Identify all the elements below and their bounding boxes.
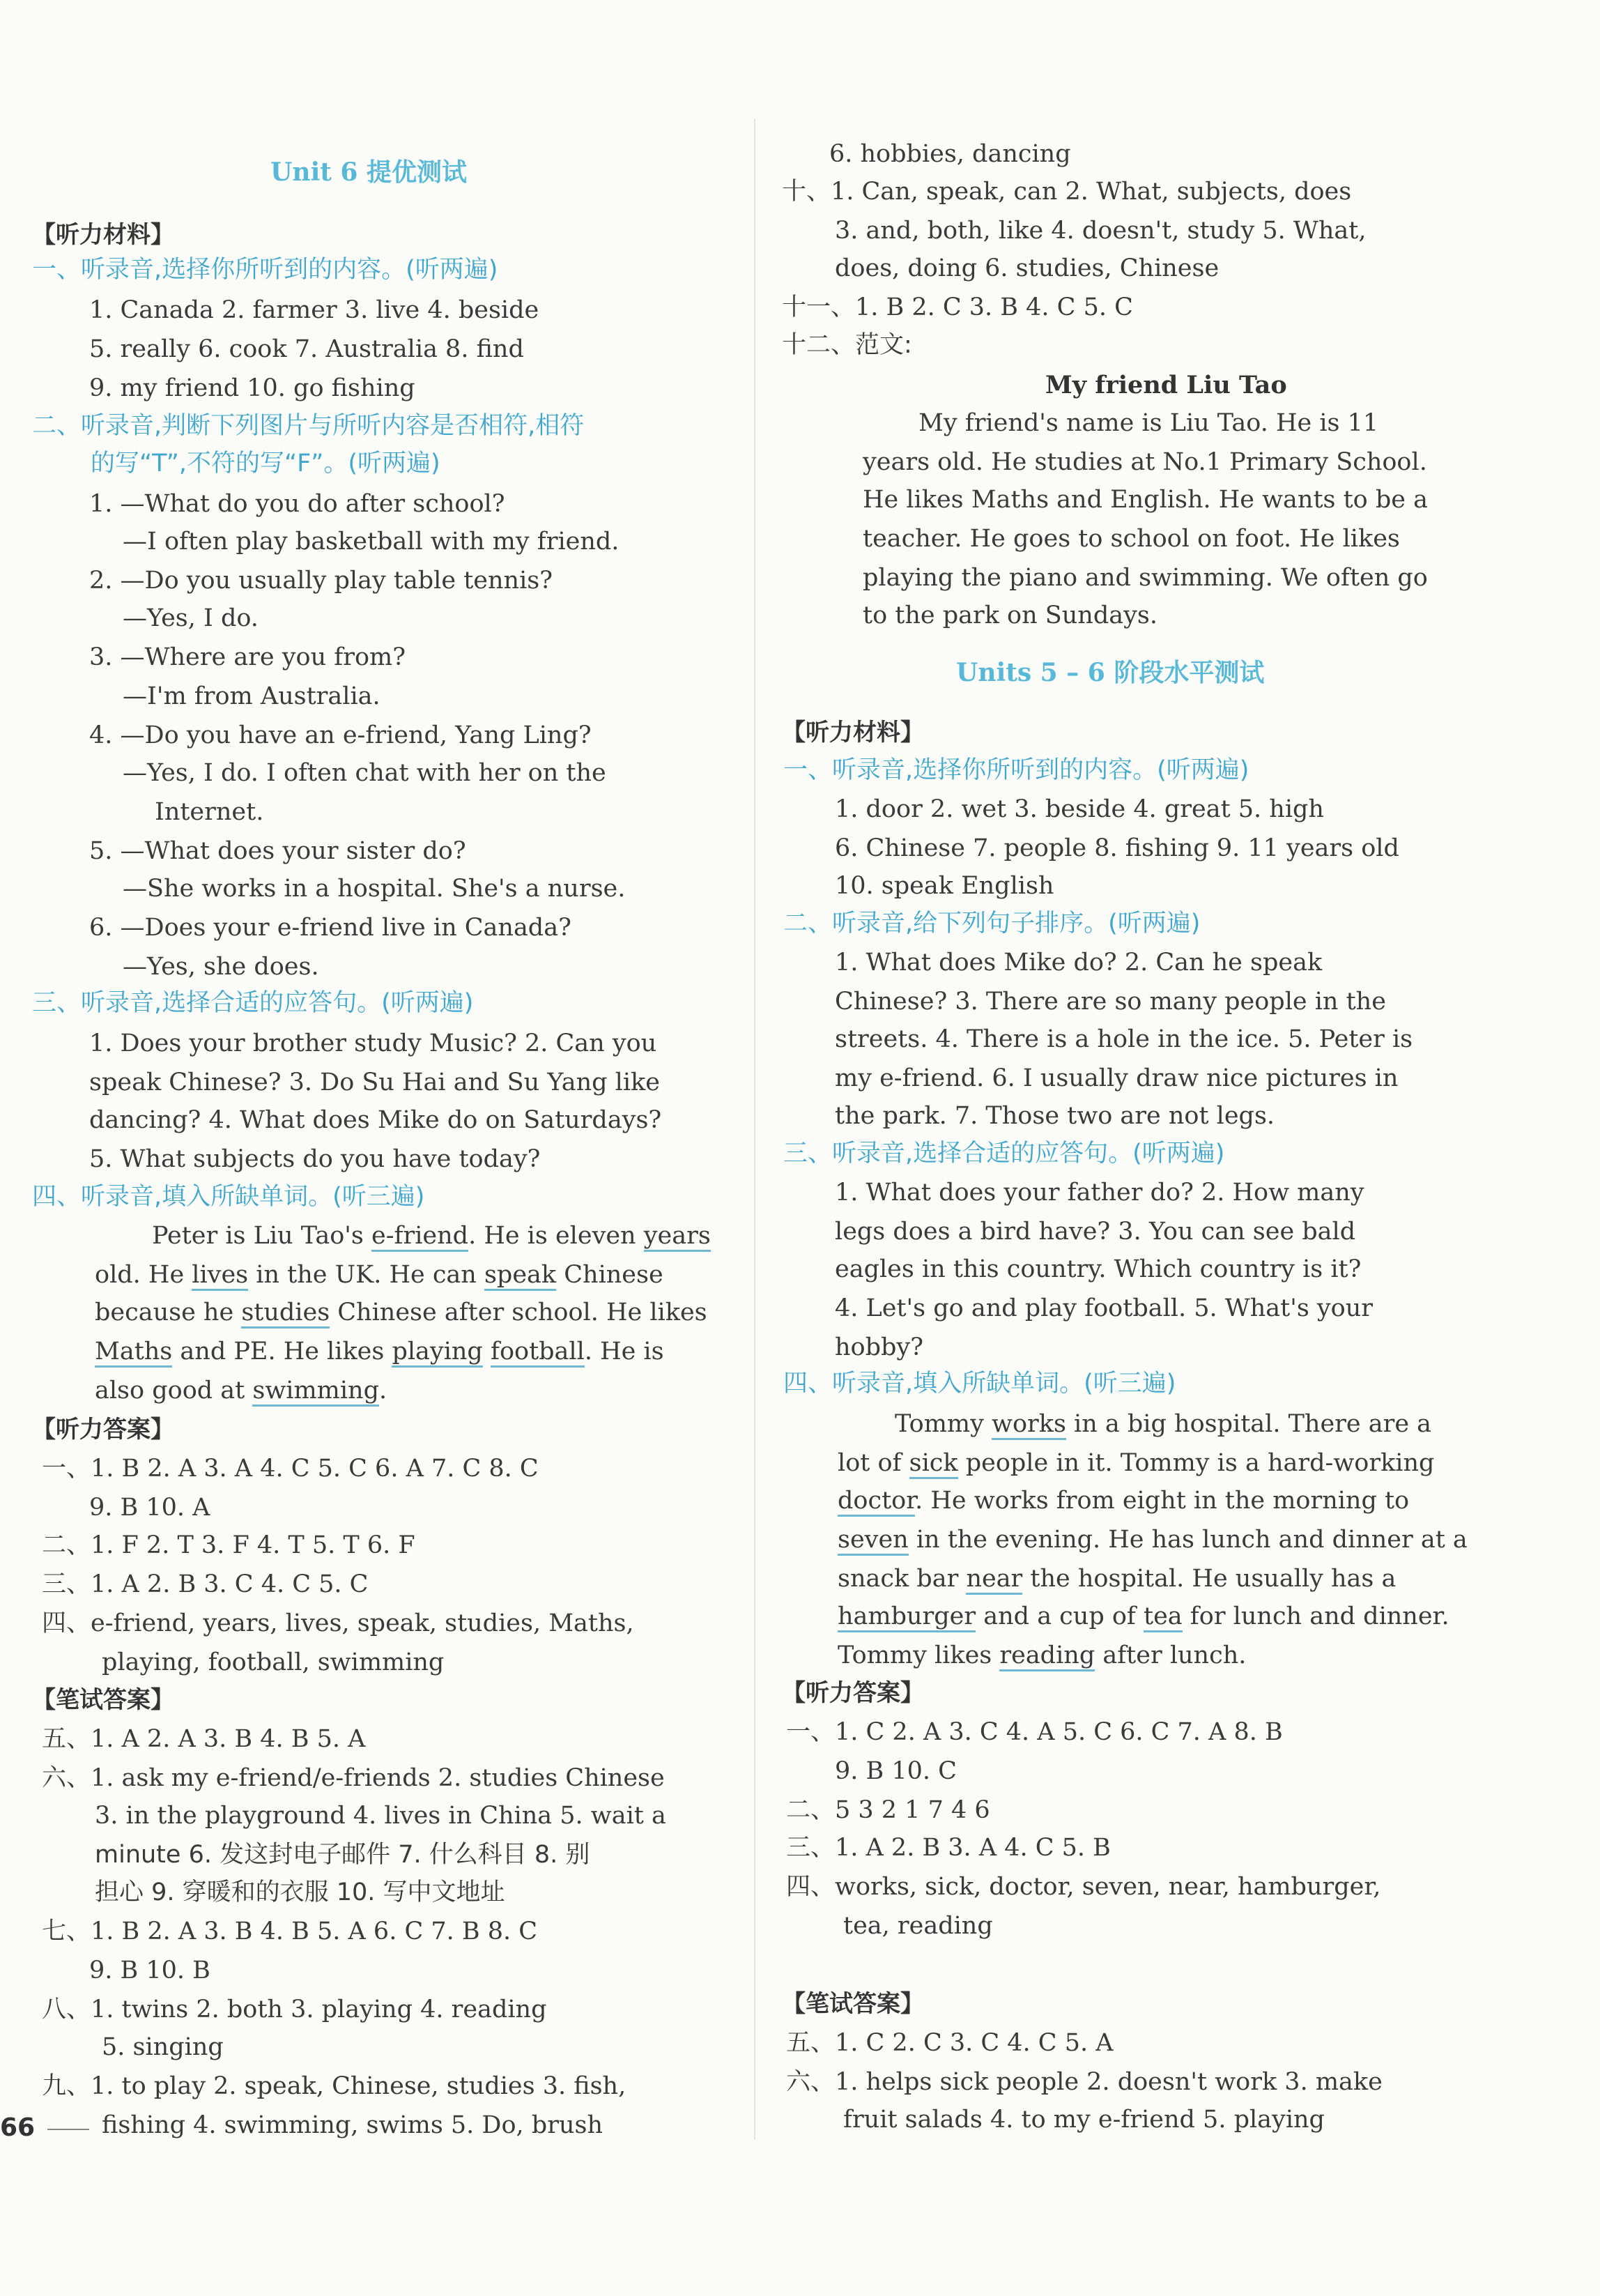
r-s1-line-3: 10. speak English [835,872,1054,900]
r-s4-para-line-4: seven in the evening. He has lunch and dinner at a [838,1522,1468,1557]
essay-line-2: years old. He studies at No.1 Primary School. [863,448,1427,476]
s4-para-line-1: Peter is Liu Tao's e-friend. He is eleven years [152,1218,711,1253]
r-answer-10-line-2: 3. and, both, like 4. doesn't, study 5. What, [835,217,1367,245]
essay-line-1: My friend's name is Liu Tao. He is 11 [918,409,1379,437]
blank-answer: Maths [95,1338,172,1368]
r-section-3-heading: 三、听录音,选择合适的应答句。(听两遍) [783,1140,1225,1168]
listen-material-header: 【听力材料】 [32,221,174,249]
r-section-4-heading: 四、听录音,填入所缺单词。(听三遍) [783,1370,1176,1398]
section-4-heading: 四、听录音,填入所缺单词。(听三遍) [32,1183,425,1211]
listen-answer-header: 【听力答案】 [32,1416,174,1444]
r-answer-6-line-2: fruit salads 4. to my e-friend 5. playing [843,2106,1325,2134]
written-answer-header: 【笔试答案】 [32,1686,174,1714]
blank-answer: tea [1144,1602,1183,1632]
essay-line-3: He likes Maths and English. He wants to be a [863,486,1428,514]
page-footer [0,2111,89,2145]
blank-answer: swimming [252,1377,379,1407]
answer-8-line-2: 5. singing [102,2033,224,2061]
r-s4-para-line-2: lot of sick people in it. Tommy is a hard-working [838,1446,1434,1480]
r-answer-1-line-1: 一、1. C 2. A 3. C 4. A 5. C 6. C 7. A 8. B [786,1718,1283,1746]
r-s2-line-3: streets. 4. There is a hole in the ice. 5. Peter is [835,1025,1413,1053]
s2-q3a: 3. —Where are you from? [89,643,406,671]
r-s4-para-line-3: doctor. He works from eight in the morning to [838,1483,1409,1518]
blank-answer: e-friend [371,1222,468,1252]
answer-1-line-1: 一、1. B 2. A 3. A 4. C 5. C 6. A 7. C 8. C [42,1455,539,1483]
essay-line-5: playing the piano and swimming. We often go [863,564,1428,592]
r-section-2-heading: 二、听录音,给下列句子排序。(听两遍) [783,910,1201,937]
answer-6-line-4: 担心 9. 穿暖和的衣服 10. 写中文地址 [95,1878,505,1906]
r-answer-4-line-2: tea, reading [843,1912,993,1940]
r-s3-line-4: 4. Let's go and play football. 5. What's your [835,1294,1374,1322]
answer-9-line-2: fishing 4. swimming, swims 5. Do, brush [102,2111,603,2139]
s3-line-4: 5. What subjects do you have today? [89,1145,541,1173]
blank-answer: works [992,1410,1066,1440]
blank-answer: seven [838,1526,909,1556]
s2-q4a: 4. —Do you have an e-friend, Yang Ling? [89,721,592,749]
answer-1-line-2: 9. B 10. A [89,1494,210,1522]
s2-q4b: —Yes, I do. I often chat with her on the [123,759,606,787]
r-answer-11: 十一、1. B 2. C 3. B 4. C 5. C [782,293,1133,321]
blank-answer: sick [909,1449,958,1479]
section-3-heading: 三、听录音,选择合适的应答句。(听两遍) [32,989,474,1017]
r-s3-line-2: legs does a bird have? 3. You can see bald [835,1218,1356,1246]
r-line-1: 6. hobbies, dancing [829,140,1071,168]
answer-7-line-1: 七、1. B 2. A 3. B 4. B 5. A 6. C 7. B 8. C [42,1918,538,1945]
s2-q5b: —She works in a hospital. She's a nurse. [123,875,626,903]
r-s4-para-line-1: Tommy works in a big hospital. There are a [895,1407,1431,1441]
s4-para-line-4: Maths and PE. He likes playing football. He is [95,1334,664,1369]
r-s1-line-1: 1. door 2. wet 3. beside 4. great 5. high [835,795,1324,823]
section-2-heading-a: 二、听录音,判断下列图片与所听内容是否相符,相符 [32,412,585,440]
answer-6-line-2: 3. in the playground 4. lives in China 5. wait a [95,1802,666,1830]
r-s3-line-3: eagles in this country. Which country is it? [835,1255,1362,1283]
blank-answer: studies [241,1299,330,1329]
essay-line-4: teacher. He goes to school on foot. He likes [863,525,1400,553]
s1-line-1: 1. Canada 2. farmer 3. live 4. beside [89,296,539,324]
blank-answer: doctor [838,1487,915,1517]
answer-2: 二、1. F 2. T 3. F 4. T 5. T 6. F [42,1531,415,1559]
r-s2-line-1: 1. What does Mike do? 2. Can he speak [835,949,1323,977]
s1-line-2: 5. really 6. cook 7. Australia 8. find [89,335,524,363]
r-answer-2: 二、5 3 2 1 7 4 6 [786,1796,990,1824]
s2-q2b: —Yes, I do. [123,604,259,632]
answer-9-line-1: 九、1. to play 2. speak, Chinese, studies 3. fish, [42,2072,626,2100]
blank-answer: speak [484,1261,556,1291]
r-s4-para-line-7: Tommy likes reading after lunch. [838,1638,1246,1673]
r-answer-10-line-3: does, doing 6. studies, Chinese [835,254,1220,282]
r-s2-line-2: Chinese? 3. There are so many people in the [835,988,1386,1016]
s3-line-2: speak Chinese? 3. Do Su Hai and Su Yang like [89,1069,660,1096]
r-written-answer-header: 【笔试答案】 [782,1990,924,2018]
blank-answer: lives [192,1261,248,1291]
blank-answer: near [966,1565,1022,1595]
r-s3-line-1: 1. What does your father do? 2. How many [835,1179,1364,1207]
footer-rule [47,2129,89,2130]
answer-8-line-1: 八、1. twins 2. both 3. playing 4. reading [42,1996,547,2023]
s2-q6a: 6. —Does your e-friend live in Canada? [89,914,571,942]
blank-answer: reading [999,1641,1095,1671]
r-answer-5: 五、1. C 2. C 3. C 4. C 5. A [786,2029,1114,2057]
s2-q6b: —Yes, she does. [123,953,319,981]
r-section-1-heading: 一、听录音,选择你所听到的内容。(听两遍) [783,756,1249,784]
r-answer-4-line-1: 四、works, sick, doctor, seven, near, hamburger, [786,1873,1381,1901]
s4-para-line-2: old. He lives in the UK. He can speak Chinese [95,1257,663,1292]
s2-q1b: —I often play basketball with my friend. [123,528,620,556]
section-2-heading-b: 的写“T”,不符的写“F”。(听两遍) [91,450,440,477]
s2-q5a: 5. —What does your sister do? [89,837,466,865]
blank-answer: years [644,1222,711,1252]
r-answer-1-line-2: 9. B 10. C [835,1757,957,1785]
answer-4-line-1: 四、e-friend, years, lives, speak, studies, Maths, [42,1609,634,1637]
r-s2-line-5: the park. 7. Those two are not legs. [835,1102,1275,1130]
answer-6-line-3: minute 6. 发这封电子邮件 7. 什么科目 8. 别 [95,1841,590,1869]
s2-q1a: 1. —What do you do after school? [89,490,505,518]
r-s1-line-2: 6. Chinese 7. people 8. fishing 9. 11 years old [835,834,1399,862]
s3-line-3: dancing? 4. What does Mike do on Saturdays? [89,1106,662,1134]
units-5-6-title: Units 5 – 6 阶段水平测试 [956,658,1265,687]
blank-answer: football [491,1338,585,1368]
r-s4-para-line-5: snack bar near the hospital. He usually has a [838,1561,1396,1596]
answer-4-line-2: playing, football, swimming [102,1648,445,1676]
essay-line-6: to the park on Sundays. [863,602,1157,629]
r-answer-10-line-1: 十、1. Can, speak, can 2. What, subjects, does [782,178,1352,206]
r-s2-line-4: my e-friend. 6. I usually draw nice pictures in [835,1064,1399,1092]
column-divider [754,118,755,2140]
s1-line-3: 9. my friend 10. go fishing [89,374,415,402]
answer-5: 五、1. A 2. A 3. B 4. B 5. A [42,1725,366,1753]
s2-q4c: Internet. [155,798,264,826]
r-answer-12: 十二、范文: [782,331,912,359]
blank-answer: playing [392,1338,482,1368]
answer-6-line-1: 六、1. ask my e-friend/e-friends 2. studies Chinese [42,1764,665,1792]
essay-title: My friend Liu Tao [1045,371,1287,399]
answer-7-line-2: 9. B 10. B [89,1957,210,1984]
page-number: 66 [0,2113,36,2142]
r-listen-material-header: 【听力材料】 [782,719,924,747]
s3-line-1: 1. Does your brother study Music? 2. Can you [89,1030,657,1057]
r-s3-line-5: hobby? [835,1333,923,1361]
r-listen-answer-header: 【听力答案】 [782,1679,924,1707]
r-answer-6-line-1: 六、1. helps sick people 2. doesn't work 3. make [786,2068,1383,2096]
s4-para-line-5: also good at swimming. [95,1373,387,1408]
s2-q3b: —I'm from Australia. [123,682,380,710]
unit6-title: Unit 6 提优测试 [270,158,467,187]
r-s4-para-line-6: hamburger and a cup of tea for lunch and dinner. [838,1599,1449,1634]
s4-para-line-3: because he studies Chinese after school. He likes [95,1295,707,1330]
section-1-heading: 一、听录音,选择你所听到的内容。(听两遍) [32,256,498,284]
answer-3: 三、1. A 2. B 3. C 4. C 5. C [42,1570,369,1598]
blank-answer: hamburger [838,1602,976,1632]
s2-q2a: 2. —Do you usually play table tennis? [89,567,553,595]
r-answer-3: 三、1. A 2. B 3. A 4. C 5. B [786,1834,1111,1862]
